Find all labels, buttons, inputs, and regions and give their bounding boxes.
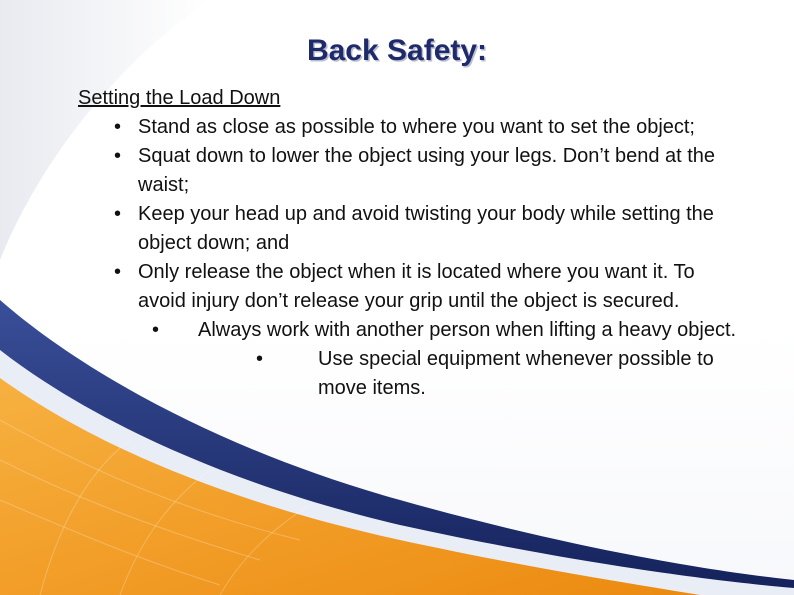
sub-bullet-item: • Always work with another person when lifting a heavy object. (78, 316, 758, 345)
bullet-list (78, 113, 758, 403)
bullet-item: • Only release the object when it is located where you want it. To avoid injury don’t release your grip until the object is secured. (78, 258, 758, 316)
slide-body (78, 84, 758, 403)
section-heading: Setting the Load Down (78, 87, 281, 109)
bullet-item: • Stand as close as possible to where you want to set the object; (78, 113, 758, 142)
bullet-item: • Squat down to lower the object using your legs. Don’t bend at the waist; (78, 142, 758, 200)
sub-sub-bullet-item: • Use special equipment whenever possible to move items. (78, 345, 758, 403)
slide-title: Back Safety: (306, 34, 488, 67)
bullet-item: • Keep your head up and avoid twisting your body while setting the object down; and (78, 200, 758, 258)
